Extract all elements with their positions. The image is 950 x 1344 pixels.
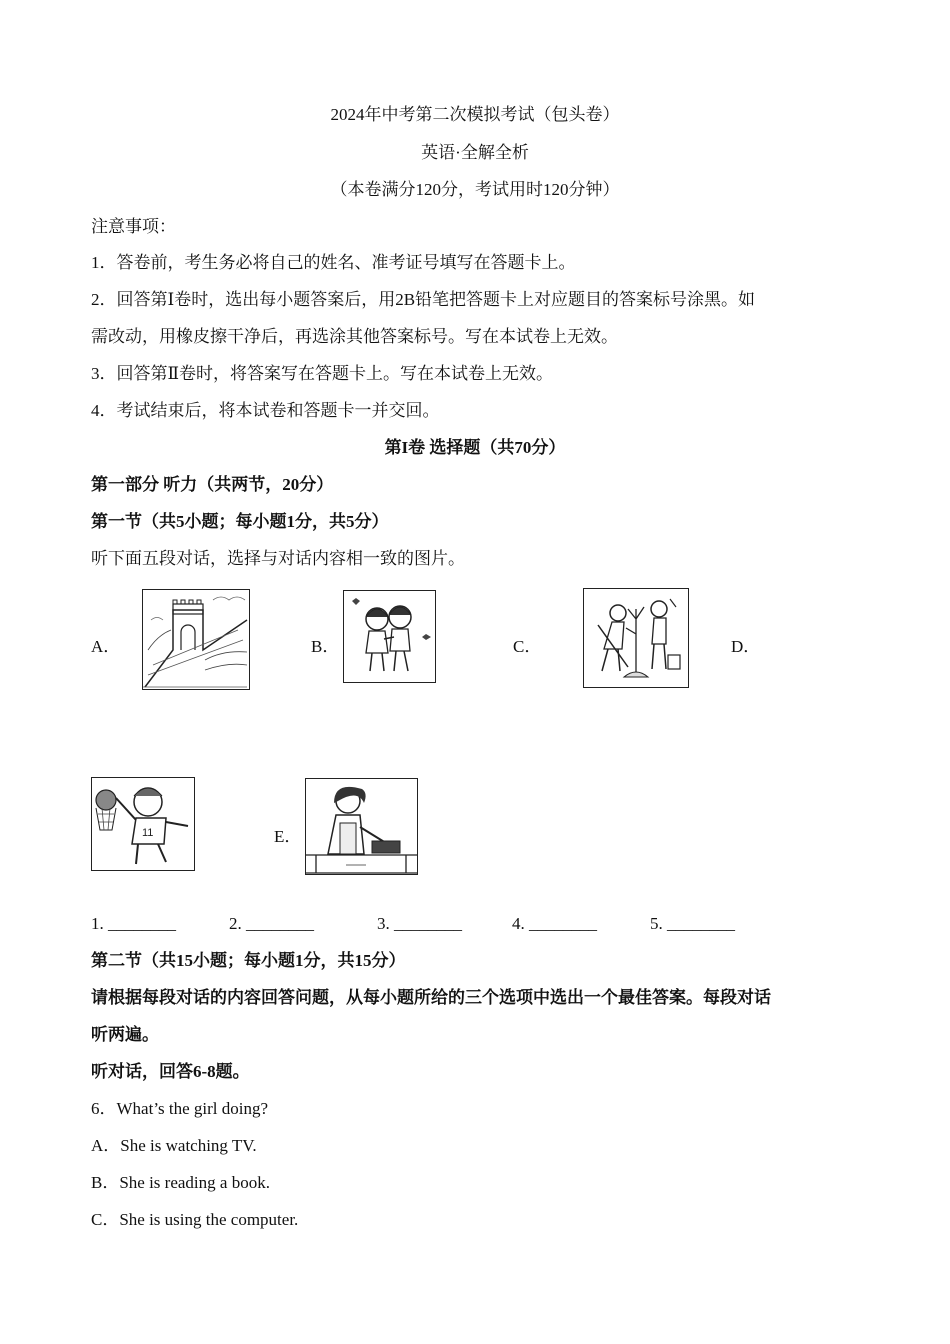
planting-trees-image xyxy=(583,588,689,688)
section-instruction: 听下面五段对话，选择与对话内容相一致的图片。 xyxy=(91,549,465,568)
exam-title: 2024年中考第二次模拟考试（包头卷） xyxy=(330,105,620,124)
option-label-d: D． xyxy=(731,637,761,656)
notice-item: 需改动，用橡皮擦干净后，再选涂其他答案标号。写在本试卷上无效。 xyxy=(91,327,618,346)
notice-heading: 注意事项： xyxy=(91,217,176,236)
option-label-b: B． xyxy=(311,637,340,656)
answer-blank-5[interactable]: 5. ________ xyxy=(650,914,735,933)
notice-item: 4．考试结束后，将本试卷和答题卡一并交回。 xyxy=(91,401,440,420)
exam-note: （本卷满分120分，考试用时120分钟） xyxy=(330,180,620,199)
notice-item: 3．回答第Ⅱ卷时，将答案写在答题卡上。写在本试卷上无效。 xyxy=(91,364,554,383)
option-label-c: C． xyxy=(513,637,542,656)
group-heading: 听对话，回答6-8题。 xyxy=(91,1062,250,1081)
answer-blank-1[interactable]: 1. ________ xyxy=(91,914,176,933)
exam-subtitle: 英语·全解全析 xyxy=(421,143,529,162)
answer-blank-4[interactable]: 4. ________ xyxy=(512,914,597,933)
answer-option-a[interactable]: A．She is watching TV. xyxy=(91,1136,257,1155)
volume-title: 第I卷 选择题（共70分） xyxy=(384,438,566,457)
section-heading: 第二节（共15小题；每小题1分，共15分） xyxy=(91,951,406,970)
answer-option-b[interactable]: B．She is reading a book. xyxy=(91,1173,270,1192)
option-label-e: E． xyxy=(274,827,302,846)
option-label-a: A． xyxy=(91,637,121,656)
answer-blank-2[interactable]: 2. ________ xyxy=(229,914,314,933)
section-instruction: 听两遍。 xyxy=(91,1025,159,1044)
section-instruction: 请根据每段对话的内容回答问题，从每小题所给的三个选项中选出一个最佳答案。每段对话 xyxy=(91,988,771,1007)
woman-cooking-image xyxy=(305,778,418,875)
answer-blank-3[interactable]: 3. ________ xyxy=(377,914,462,933)
svg-text:11: 11 xyxy=(142,827,154,839)
children-walking-image xyxy=(343,590,436,683)
question-stem: 6．What’s the girl doing? xyxy=(91,1099,269,1118)
answer-option-c[interactable]: C．She is using the computer. xyxy=(91,1210,299,1229)
section-heading: 第一节（共5小题；每小题1分，共5分） xyxy=(91,512,389,531)
notice-item: 2．回答第Ⅰ卷时，选出每小题答案后，用2B铅笔把答题卡上对应题目的答案标号涂黑。如 xyxy=(91,290,756,309)
basketball-player-image xyxy=(91,777,195,871)
notice-item: 1．答卷前，考生务必将自己的姓名、准考证号填写在答题卡上。 xyxy=(91,253,576,272)
part-heading: 第一部分 听力（共两节，20分） xyxy=(91,475,334,494)
great-wall-image xyxy=(142,589,250,690)
